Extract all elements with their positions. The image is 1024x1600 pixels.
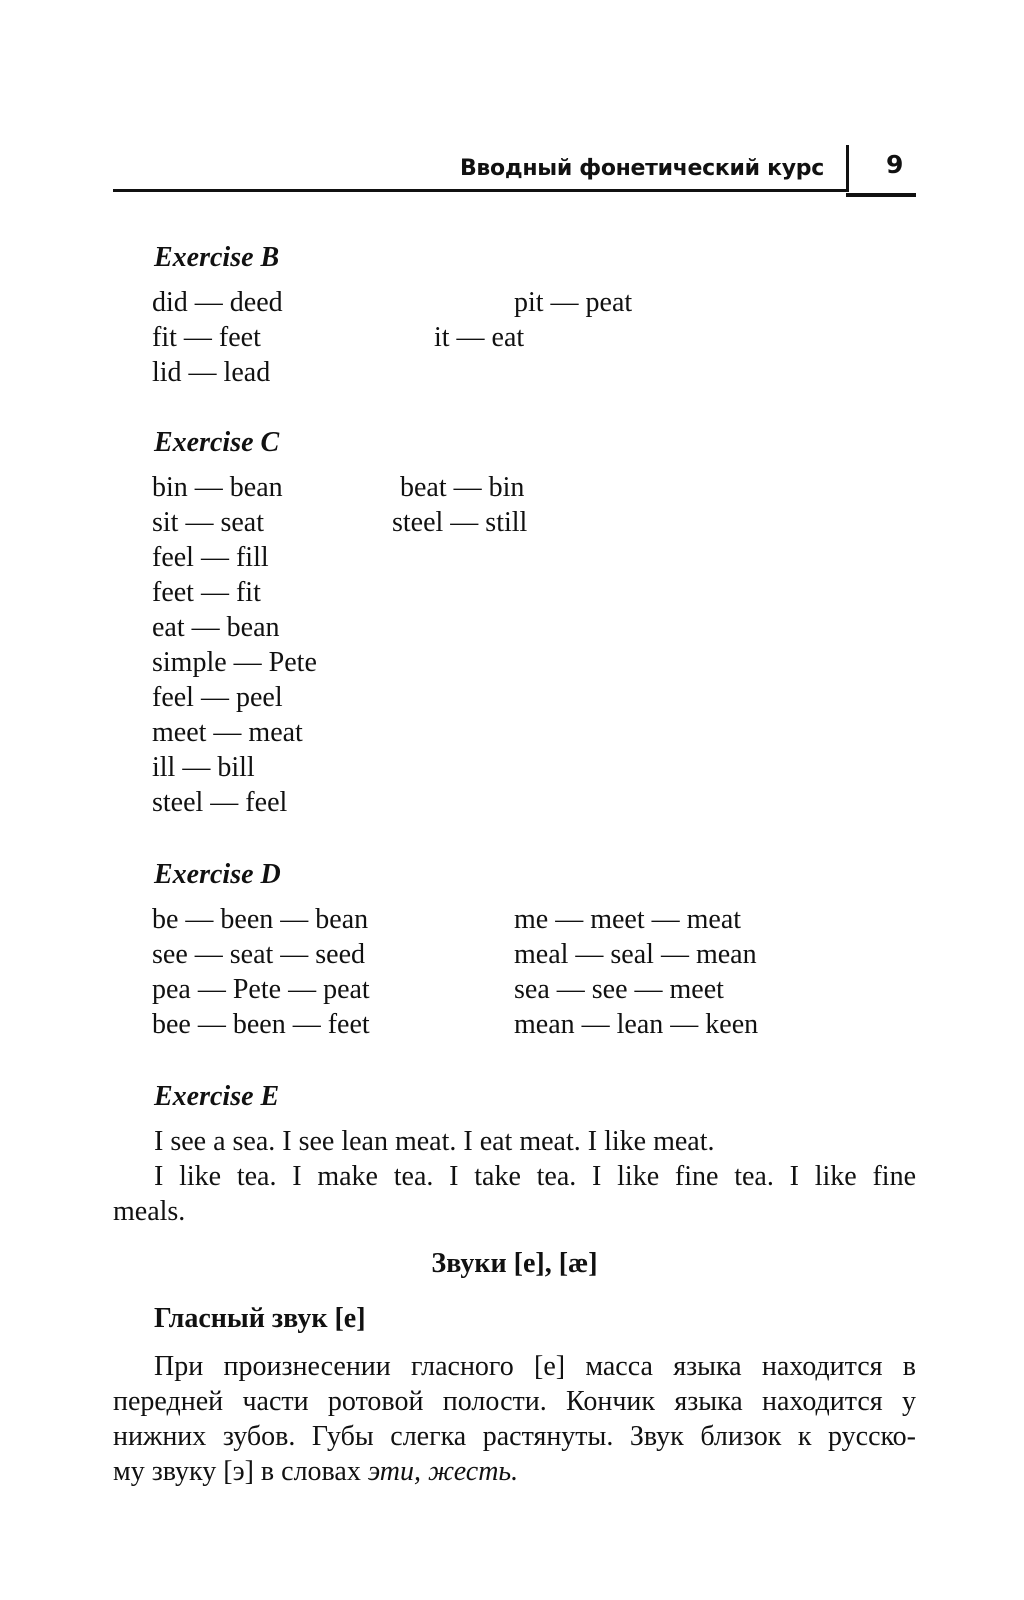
exercise-e-line: I like tea. I make tea. I take tea. I like fine tea. I like fine (154, 1161, 916, 1192)
exercise-d-triple: me — meet — meat (514, 904, 742, 935)
body-text-span: му звуку [э] в словах (113, 1456, 368, 1487)
exercise-d-triple: meal — seal — mean (514, 939, 757, 970)
body-text-line: передней части ротовой полости. Кончик языка находится у (113, 1386, 916, 1417)
page-number: 9 (886, 150, 904, 179)
body-text-line (113, 1456, 916, 1488)
running-title: Вводный фонетический курс (459, 156, 824, 181)
body-text-line: При произнесении гласного [e] масса языка находится в (154, 1351, 916, 1382)
exercise-b-pair: fit — feet (152, 322, 261, 353)
exercise-c-pair: feel — fill (152, 542, 269, 573)
exercise-d-triple: see — seat — seed (152, 939, 366, 970)
exercise-c-pair: meet — meat (152, 717, 303, 748)
exercise-c-pair: ill — bill (152, 752, 255, 783)
exercise-d-triple: be — been — bean (152, 904, 369, 935)
exercise-c-pair: steel — still (392, 507, 528, 538)
exercise-c-heading: Exercise C (154, 427, 280, 458)
exercise-c-pair: sit — seat (152, 507, 264, 538)
body-text-line: нижних зубов. Губы слегка растянуты. Звук близок к русско- (113, 1421, 916, 1452)
exercise-c-pair: steel — feel (152, 787, 288, 818)
exercise-b-pair: pit — peat (514, 287, 633, 318)
exercise-c-pair: simple — Pete (152, 647, 317, 678)
exercise-b-heading: Exercise B (154, 242, 280, 273)
exercise-d-triple: bee — been — feet (152, 1009, 370, 1040)
exercise-b-pair: did — deed (152, 287, 283, 318)
exercise-d-triple: pea — Pete — peat (152, 974, 370, 1005)
exercise-d-triple: sea — see — meet (514, 974, 724, 1005)
exercise-b-pair: lid — lead (152, 357, 271, 388)
exercise-c-pair: beat — bin (400, 472, 525, 503)
exercise-e-heading: Exercise E (154, 1081, 280, 1112)
exercise-e-line: I see a sea. I see lean meat. I eat meat. I like meat. (154, 1126, 715, 1157)
section-title: Звуки [e], [æ] (431, 1248, 598, 1279)
exercise-d-triple: mean — lean — keen (514, 1009, 759, 1040)
exercise-b-pair: it — eat (434, 322, 525, 353)
example-words: эти, жесть. (367, 1456, 519, 1487)
exercise-c-pair: feet — fit (152, 577, 261, 608)
subsection-title: Гласный звук [e] (154, 1303, 366, 1334)
exercise-c-pair: eat — bean (152, 612, 280, 643)
exercise-c-pair: feel — peel (152, 682, 283, 713)
exercise-e-line: meals. (113, 1196, 186, 1227)
exercise-d-heading: Exercise D (154, 859, 281, 890)
exercise-c-pair: bin — bean (152, 472, 283, 503)
